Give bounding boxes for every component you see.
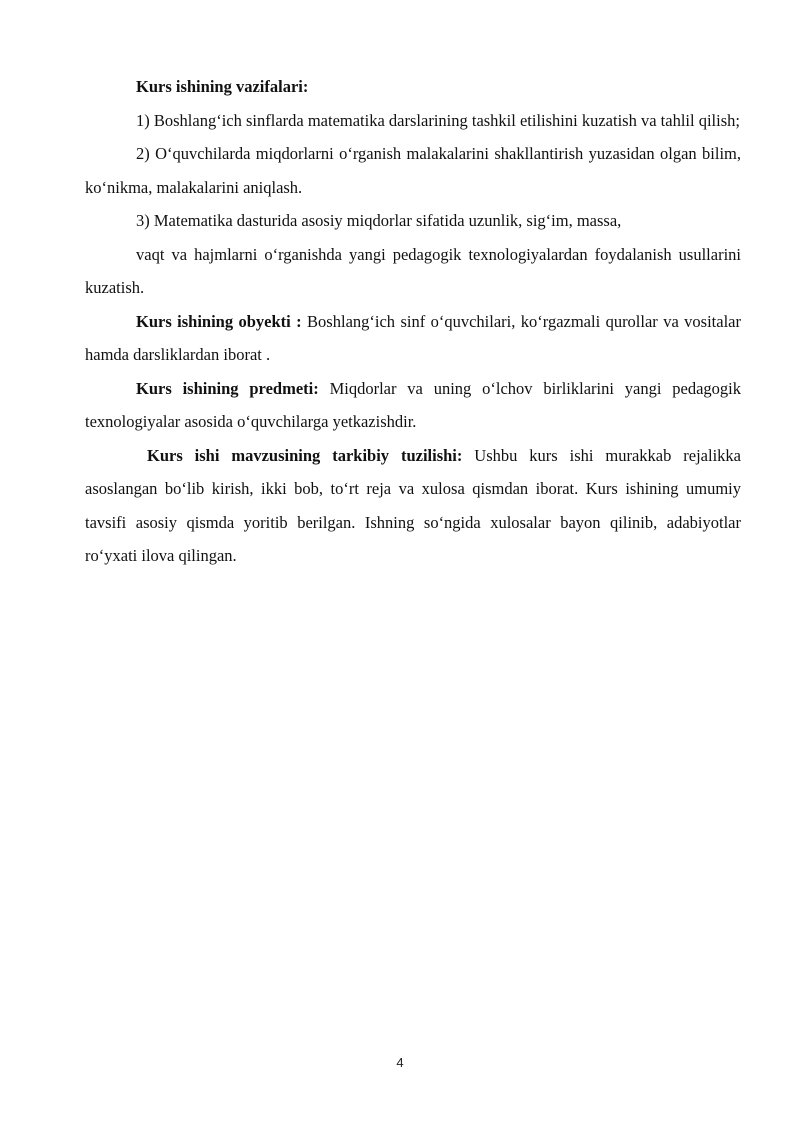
tuzilish-text: Ushbu kurs ishi murakkab rejalikka asoslangan bo‘lib kirish, ikki bob, to‘rt reja va xulosa qismdan iborat. Kurs ishining umumiy tavsifi asosiy qismda yoritib berilgan. Ishning so‘ngida xulosalar bayon qilinib, adabiyotlar ro‘yxati ilova qilingan. bbox=[85, 445, 741, 565]
section-heading: Kurs ishining vazifalari: bbox=[136, 77, 309, 96]
tuzilish-label: Kurs ishi mavzusining tarkibiy tuzilishi: bbox=[147, 445, 463, 465]
task-item-3-continuation: vaqt va hajmlarni o‘rganishda yangi pedagogik texnologiyalardan foydalanish usullarini kuzatish. bbox=[85, 244, 741, 297]
predmet-label: Kurs ishining predmeti: bbox=[136, 378, 319, 398]
task-item-2: 2) O‘quvchilarda miqdorlarni o‘rganish malakalarini shakllantirish yuzasidan olgan bilim, ko‘nikma, malakalarini aniqlash. bbox=[85, 144, 741, 197]
task-item-3: 3) Matematika dasturida asosiy miqdorlar sifatida uzunlik, sig‘im, massa, bbox=[136, 211, 622, 230]
page-number: 4 bbox=[396, 1055, 404, 1070]
predmet-paragraph bbox=[85, 372, 741, 439]
predmet-text: Miqdorlar va uning o‘lchov birliklarini yangi pedagogik texnologiyalar asosida o‘quvchilarga yetkazishdir. bbox=[85, 378, 741, 431]
task-item-1: 1) Boshlang‘ich sinflarda matematika darslarining tashkil etilishini kuzatish va tahlil qilish; bbox=[136, 110, 740, 130]
obyekt-label: Kurs ishining obyekti : bbox=[136, 311, 302, 331]
obyekt-paragraph bbox=[85, 305, 741, 372]
tuzilish-paragraph bbox=[85, 439, 741, 573]
document-body bbox=[85, 70, 741, 573]
obyekt-text: Boshlang‘ich sinf o‘quvchilari, ko‘rgazmali qurollar va vositalar hamda darsliklardan iborat . bbox=[85, 311, 741, 364]
